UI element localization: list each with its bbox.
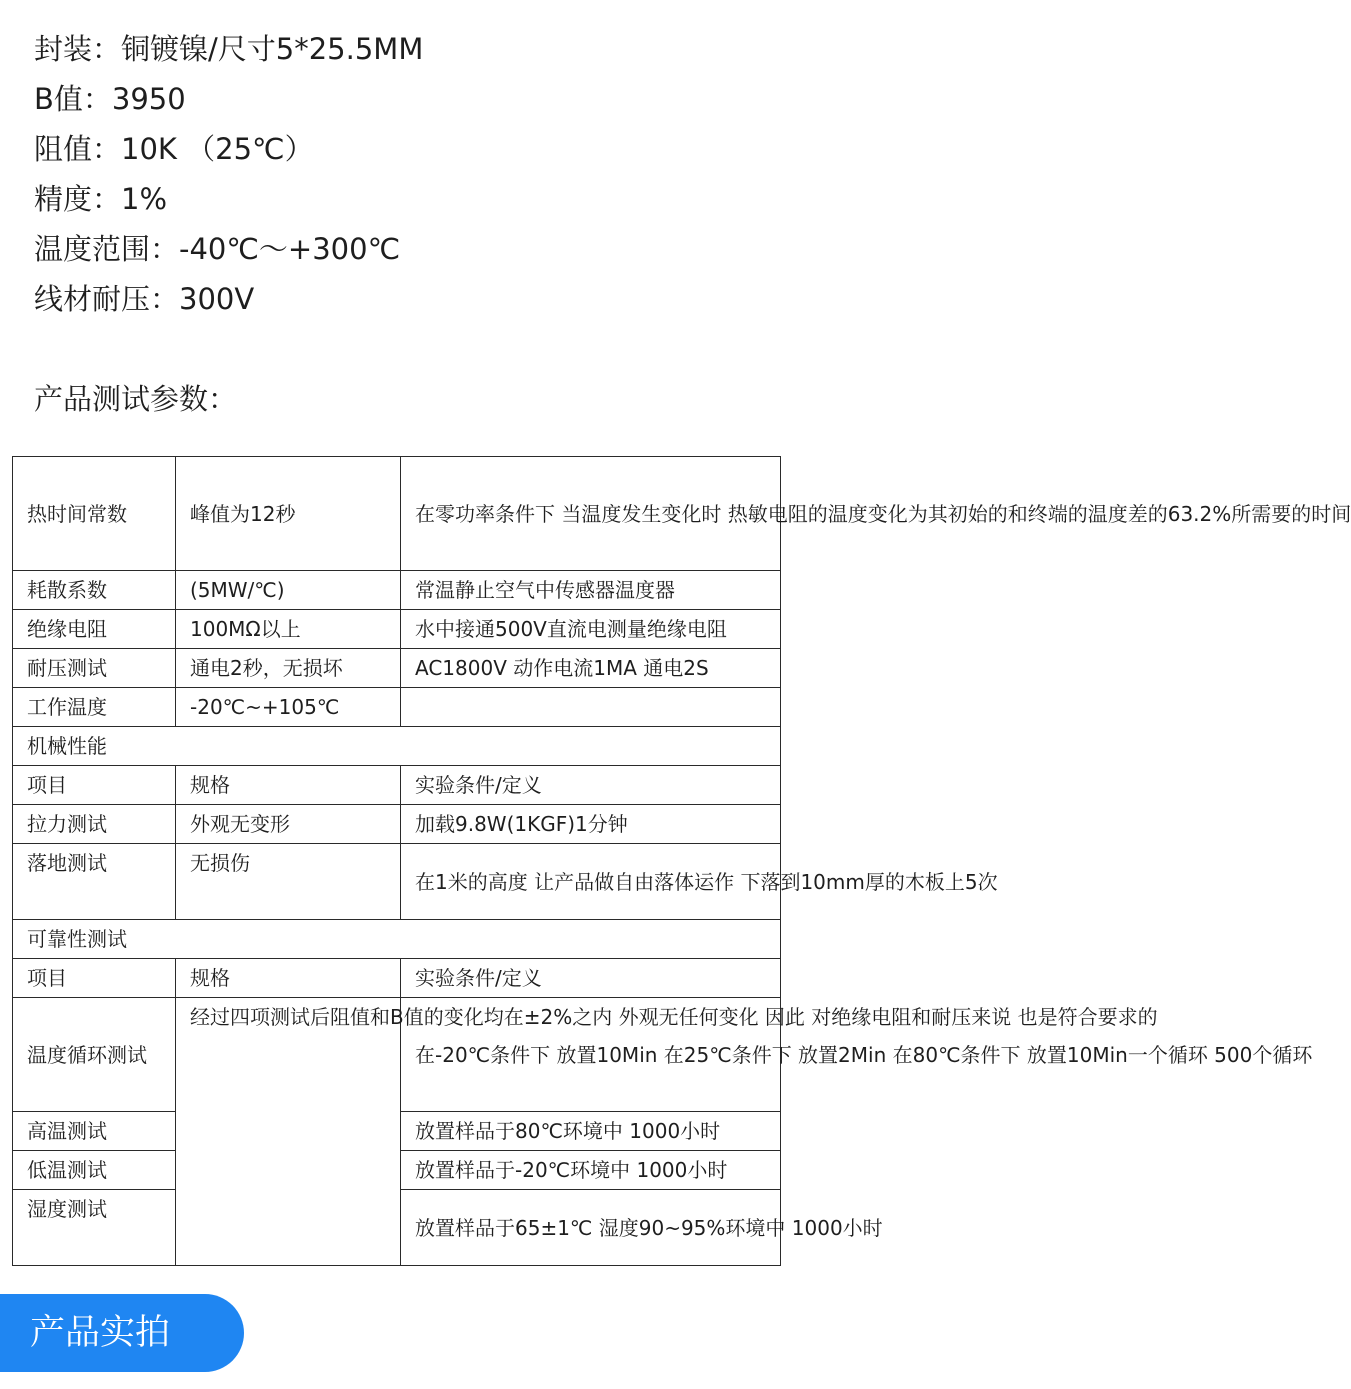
spec-temperature-range: 温度范围：-40℃～+300℃ — [34, 232, 401, 266]
param-spec: -20℃~+105℃ — [176, 688, 401, 727]
header-item: 项目 — [13, 959, 176, 998]
param-condition: 在-20℃条件下 放置10Min 在25℃条件下 放置2Min 在80℃条件下 放置10Min一个循环 500个循环 — [401, 998, 781, 1112]
section-title: 产品测试参数： — [34, 382, 238, 416]
param-spec: 无损伤 — [176, 844, 401, 920]
header-spec: 规格 — [176, 959, 401, 998]
param-condition: 水中接通500V直流电测量绝缘电阻 — [401, 610, 781, 649]
header-condition: 实验条件/定义 — [401, 959, 781, 998]
table-row — [13, 610, 781, 649]
param-name: 拉力测试 — [13, 805, 176, 844]
header-row — [13, 959, 781, 998]
param-name: 耐压测试 — [13, 649, 176, 688]
param-name: 工作温度 — [13, 688, 176, 727]
shared-spec: 经过四项测试后阻值和B值的变化均在±2%之内 外观无任何变化 因此 对绝缘电阻和耐压来说 也是符合要求的 — [176, 998, 401, 1266]
table-row — [13, 688, 781, 727]
param-condition: 在1米的高度 让产品做自由落体运作 下落到10mm厚的木板上5次 — [401, 844, 781, 920]
header-row — [13, 766, 781, 805]
param-name: 高温测试 — [13, 1112, 176, 1151]
param-name: 温度循环测试 — [13, 998, 176, 1112]
header-item: 项目 — [13, 766, 176, 805]
param-note: 在零功率条件下 当温度发生变化时 热敏电阻的温度变化为其初始的和终端的温度差的63.2%所需要的时间 — [401, 457, 781, 571]
table-row — [13, 571, 781, 610]
header-spec: 规格 — [176, 766, 401, 805]
test-parameters-table — [12, 456, 1351, 1266]
table-row — [13, 805, 781, 844]
spec-resistance: 阻值：10K （25℃） — [34, 132, 314, 166]
param-spec: 100MΩ以上 — [176, 610, 401, 649]
param-condition: 放置样品于65±1℃ 湿度90~95%环境中 1000小时 — [401, 1190, 781, 1266]
table-row — [13, 844, 781, 920]
spec-b-value: B值：3950 — [34, 82, 186, 116]
spec-package: 封装：铜镀镍/尺寸5*25.5MM — [34, 32, 424, 66]
section-row — [13, 920, 781, 959]
param-name: 耗散系数 — [13, 571, 176, 610]
param-condition: 常温静止空气中传感器温度器 — [401, 571, 781, 610]
reliability-section-title: 可靠性测试 — [13, 920, 781, 959]
table-row — [13, 998, 781, 1112]
header-condition: 实验条件/定义 — [401, 766, 781, 805]
param-condition: AC1800V 动作电流1MA 通电2S — [401, 649, 781, 688]
section-row — [13, 727, 781, 766]
param-condition — [401, 688, 781, 727]
param-name: 热时间常数 — [13, 457, 176, 571]
param-spec: (5MW/℃) — [176, 571, 401, 610]
param-name: 落地测试 — [13, 844, 176, 920]
param-condition: 放置样品于-20℃环境中 1000小时 — [401, 1151, 781, 1190]
spec-list — [34, 24, 423, 324]
param-condition: 加载9.8W(1KGF)1分钟 — [401, 805, 781, 844]
mechanical-section-title: 机械性能 — [13, 727, 781, 766]
param-name: 绝缘电阻 — [13, 610, 176, 649]
spec-accuracy: 精度：1% — [34, 182, 168, 216]
param-spec: 通电2秒，无损坏 — [176, 649, 401, 688]
param-name: 低温测试 — [13, 1151, 176, 1190]
table-row — [13, 457, 781, 571]
product-photo-banner: 产品实拍 — [0, 1294, 244, 1372]
param-condition: 放置样品于80℃环境中 1000小时 — [401, 1112, 781, 1151]
param-spec: 外观无变形 — [176, 805, 401, 844]
table-row — [13, 649, 781, 688]
spec-wire-voltage: 线材耐压：300V — [34, 282, 255, 316]
param-spec: 峰值为12秒 — [176, 457, 401, 571]
param-name: 湿度测试 — [13, 1190, 176, 1266]
